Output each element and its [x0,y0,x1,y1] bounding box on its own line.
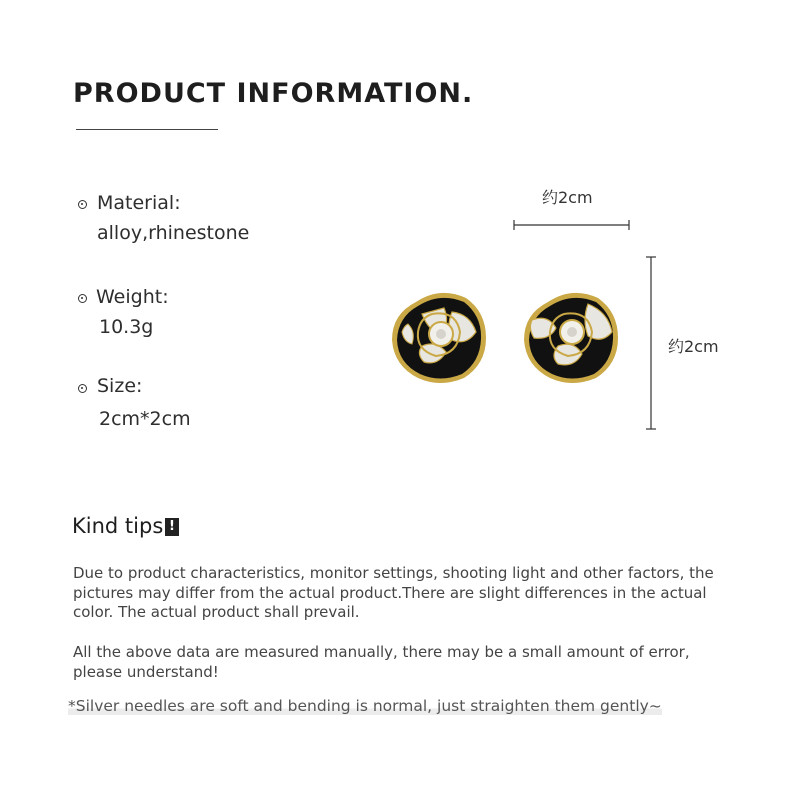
page-title: PRODUCT INFORMATION. [73,78,474,109]
width-dimension-line [510,218,634,232]
height-dimension-line [643,254,659,434]
footnote-text: *Silver needles are soft and bending is normal, just straighten them gently~ [68,697,662,715]
spec-value-weight: 10.3g [99,316,154,338]
kind-tips-heading: Kind tips [72,514,164,538]
bullet-icon [78,384,87,393]
height-dimension-label: 约2cm [668,337,719,356]
spec-value-material: alloy,rhinestone [97,222,250,244]
spec-label-weight: Weight: [96,286,169,308]
spec-label-size: Size: [97,375,143,397]
tips-paragraph-2: All the above data are measured manually, there may be a small amount of error, please understand! [73,643,690,681]
spec-label-material: Material: [97,192,181,214]
bullet-icon [78,200,87,209]
flower-earring-right [518,284,626,388]
spec-value-size: 2cm*2cm [99,408,191,430]
title-underline [76,129,218,130]
flower-earring-left [386,284,494,388]
exclamation-icon: ! [165,518,179,536]
width-dimension-label: 约2cm [542,188,593,207]
tips-paragraph-1: Due to product characteristics, monitor settings, shooting light and other factors, the pictures may differ from the actual product.There are slight differences in the actual color. The actual product shall prevail. [73,564,714,621]
bullet-icon [78,294,87,303]
